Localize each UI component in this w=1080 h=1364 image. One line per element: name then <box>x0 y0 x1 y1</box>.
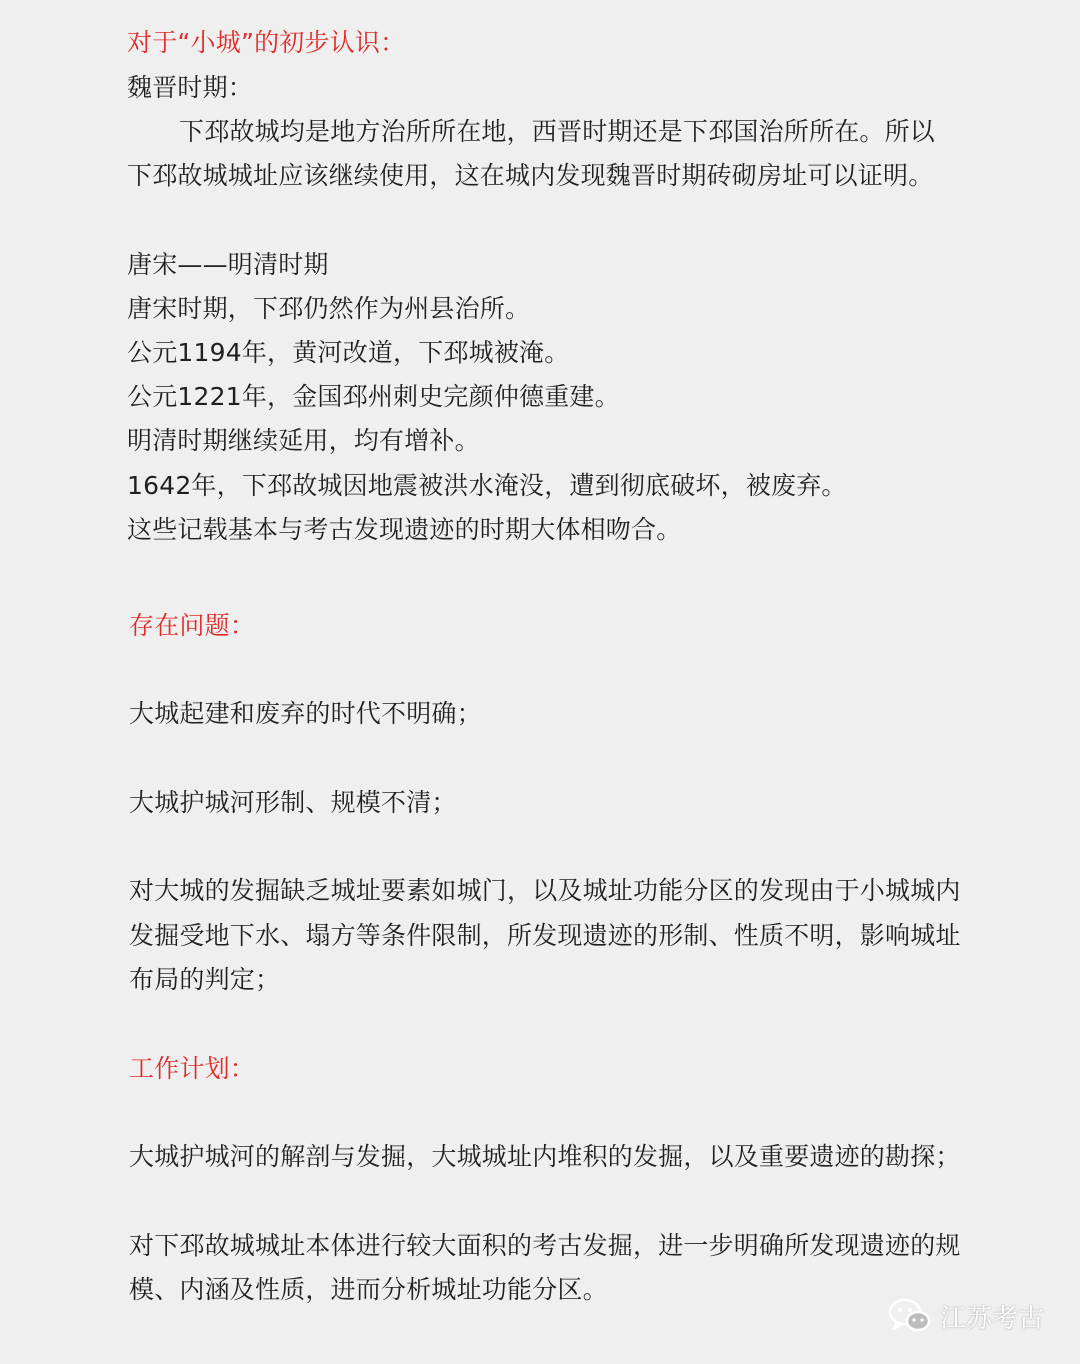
list-item: 1642年，下邳故城因地震被洪水淹没，遭到彻底破坏，被废弃。 <box>127 471 847 500</box>
paragraph-line: 下邳故城均是地方治所所在地，西晋时期还是下邳国治所所在。所以 <box>179 117 936 146</box>
watermark-text: 江苏考古 <box>940 1303 1045 1334</box>
paragraph-line: 下邳故城城址应该继续使用，这在城内发现魏晋时期砖砌房址可以证明。 <box>127 161 934 190</box>
list-item: 公元1194年，黄河改道，下邳城被淹。 <box>127 338 570 367</box>
plan-item: 大城护城河的解剖与发掘，大城城址内堆积的发掘，以及重要遗迹的勘探； <box>129 1142 961 1171</box>
watermark <box>888 1294 1044 1338</box>
problem-item-line: 对大城的发掘缺乏城址要素如城门，以及城址功能分区的发现由于小城城内 <box>129 876 961 905</box>
section-heading-problems: 存在问题： <box>129 611 256 640</box>
section-heading-tangsong: 唐宋——明清时期 <box>127 250 329 279</box>
list-item: 明清时期继续延用，均有增补。 <box>127 426 480 455</box>
plan-item-line: 对下邳故城城址本体进行较大面积的考古发掘，进一步明确所发现遗迹的规 <box>129 1231 961 1260</box>
section-heading-weijin: 魏晋时期： <box>127 73 254 102</box>
problem-item: 大城护城河形制、规模不清； <box>129 788 457 817</box>
wechat-icon <box>888 1297 932 1335</box>
list-item: 这些记载基本与考古发现遗迹的时期大体相吻合。 <box>127 515 682 544</box>
list-item: 唐宋时期，下邳仍然作为州县治所。 <box>127 294 531 323</box>
problem-item-line: 发掘受地下水、塌方等条件限制，所发现遗迹的形制、性质不明，影响城址 <box>129 921 961 950</box>
section-heading-xiaocheng: 对于“小城”的初步认识： <box>127 28 406 57</box>
list-item: 公元1221年，金国邳州刺史完颜仲德重建。 <box>127 382 620 411</box>
problem-item-line: 布局的判定； <box>129 965 281 994</box>
problem-item: 大城起建和废弃的时代不明确； <box>129 699 482 728</box>
section-heading-plan: 工作计划： <box>129 1054 256 1083</box>
plan-item-line: 模、内涵及性质，进而分析城址功能分区。 <box>129 1275 608 1304</box>
